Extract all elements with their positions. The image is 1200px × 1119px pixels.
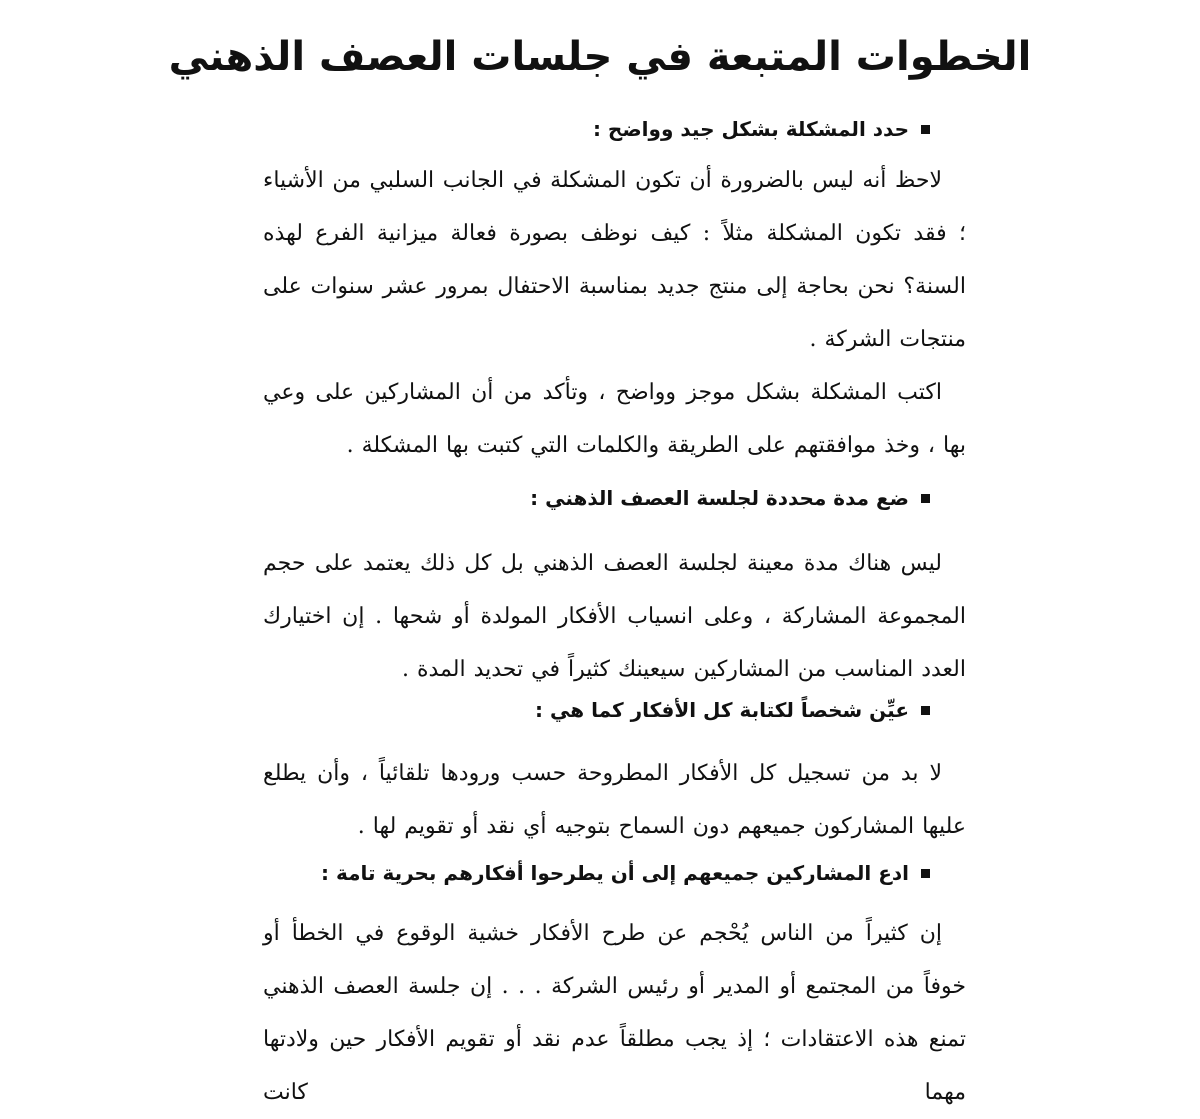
section-heading-text: ضع مدة محددة لجلسة العصف الذهني : (530, 486, 909, 510)
section-heading-text: عيِّن شخصاً لكتابة كل الأفكار كما هي : (535, 698, 909, 722)
square-bullet-icon (921, 494, 930, 503)
square-bullet-icon (921, 706, 930, 715)
paragraph-write-problem: اكتب المشكلة بشكل موجز وواضح ، وتأكد من أن المشاركين على وعي بها ، وخذ موافقتهم على الطريقة والكلمات التي كتبت بها المشكلة . (263, 380, 966, 458)
square-bullet-icon (921, 125, 930, 134)
paragraph-session-duration: ليس هناك مدة معينة لجلسة العصف الذهني بل كل ذلك يعتمد على حجم المجموعة المشاركة ، وعلى انسياب الأفكار المولدة أو شحها . إن اختيارك العدد المناسب من المشاركين سيعينك كثيراً في تحديد المدة . (263, 551, 966, 682)
section-heading-define-problem (280, 109, 930, 149)
paragraph-problem-definition: لاحظ أنه ليس بالضرورة أن تكون المشكلة في الجانب السلبي من الأشياء ؛ فقد تكون المشكلة مثلاً : كيف نوظف بصورة فعالة ميزانية الفرع لهذه السنة؟ نحن بحاجة إلى منتج جديد بمناسبة الاحتفال بمرور عشر سنوات على منتجات الشركة . (263, 168, 966, 352)
paragraph-record-ideas: لا بد من تسجيل كل الأفكار المطروحة حسب ورودها تلقائياً ، وأن يطلع عليها المشاركون جميعهم دون السماح بتوجيه أي نقد أو تقويم لها . (263, 761, 966, 839)
section-heading-free-ideas (280, 853, 930, 893)
section-heading-text: حدد المشكلة بشكل جيد وواضح : (592, 117, 909, 141)
section-heading-assign-writer (280, 690, 930, 730)
square-bullet-icon (921, 869, 930, 878)
paragraph-free-expression: إن كثيراً من الناس يُحْجم عن طرح الأفكار خشية الوقوع في الخطأ أو خوفاً من المجتمع أو المدير أو رئيس الشركة . . . إن جلسة العصف الذهني تمنع هذه الاعتقادات ؛ إذ يجب مطلقاً عدم نقد أو تقويم الأفكار حين ولادتها مهما كانت (263, 921, 966, 1105)
section-heading-text: ادع المشاركين جميعهم إلى أن يطرحوا أفكارهم بحرية تامة : (320, 861, 909, 885)
section-heading-session-duration (280, 478, 930, 518)
page-title: الخطوات المتبعة في جلسات العصف الذهني (168, 34, 1032, 80)
